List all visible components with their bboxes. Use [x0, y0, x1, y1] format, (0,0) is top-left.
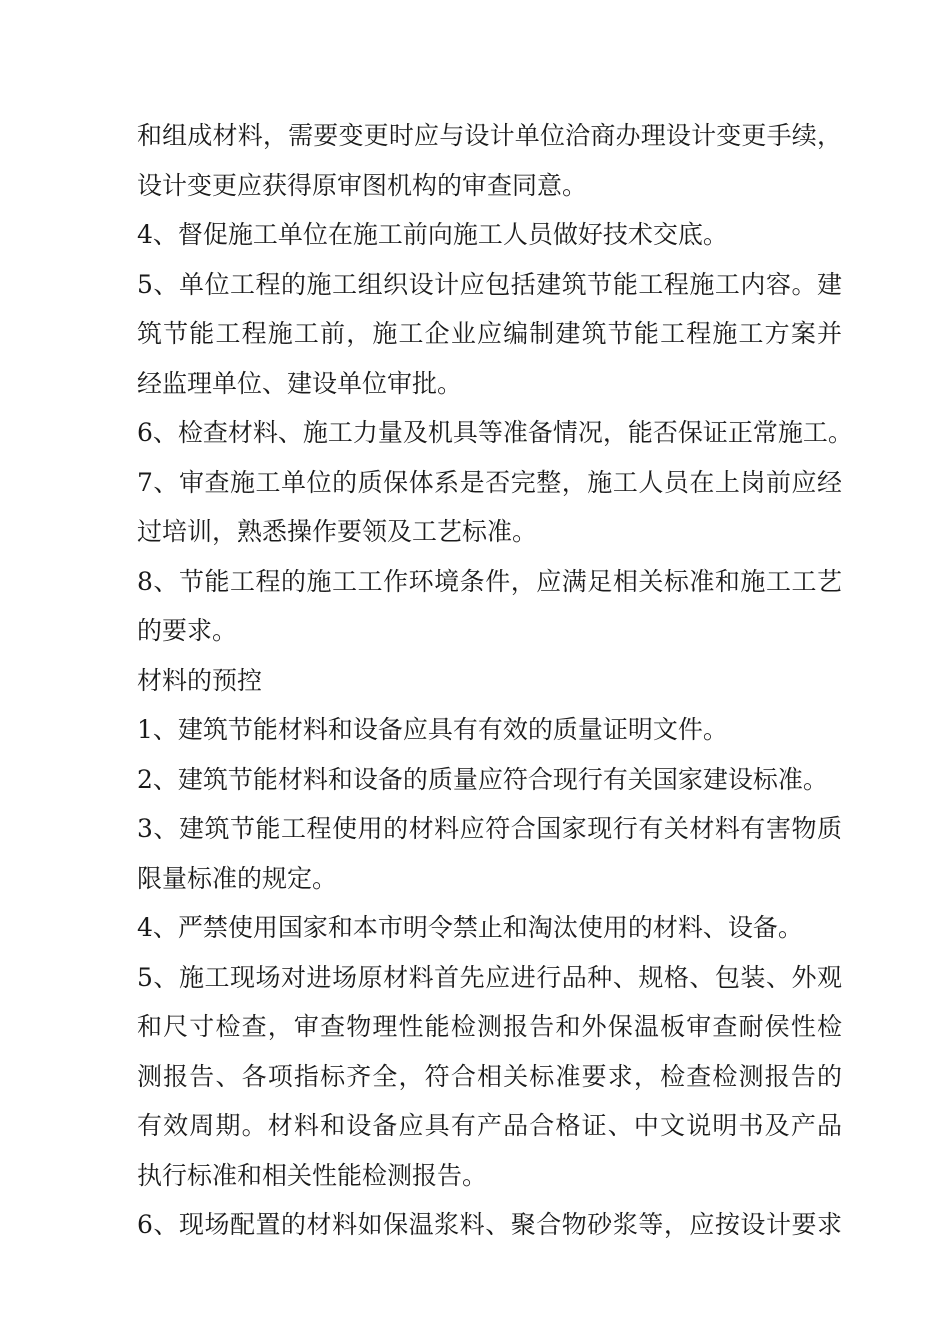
text-line: 5、施工现场对进场原材料首先应进行品种、规格、包装、外观: [137, 962, 842, 992]
text-line: 筑节能工程施工前，施工企业应编制建筑节能工程施工方案并: [137, 319, 842, 348]
text-line: 2、建筑节能材料和设备的质量应符合现行有关国家建设标准。: [137, 764, 828, 794]
text-line: 执行标准和相关性能检测报告。: [137, 1160, 488, 1190]
text-line: 限量标准的规定。: [137, 863, 338, 893]
text-line: 的要求。: [137, 616, 238, 645]
text-line: 经监理单位、建设单位审批。: [137, 368, 463, 398]
text-line: 和尺寸检查，审查物理性能检测报告和外保温板审查耐侯性检: [137, 1012, 842, 1041]
text-line: 4、督促施工单位在施工前向施工人员做好技术交底。: [137, 220, 728, 249]
text-line: 3、建筑节能工程使用的材料应符合国家现行有关材料有害物质: [137, 814, 842, 843]
text-line: 测报告、各项指标齐全，符合相关标准要求，检查检测报告的: [137, 1061, 842, 1091]
text-line: 1、建筑节能材料和设备应具有有效的质量证明文件。: [137, 715, 728, 744]
text-line: 4、严禁使用国家和本市明令禁止和淘汰使用的材料、设备。: [137, 913, 803, 942]
text-line: 有效周期。材料和设备应具有产品合格证、中文说明书及产品: [137, 1111, 842, 1140]
text-line: 5、单位工程的施工组织设计应包括建筑节能工程施工内容。建: [137, 269, 842, 299]
text-line: 过培训，熟悉操作要领及工艺标准。: [137, 517, 538, 546]
section-heading: 材料的预控: [137, 665, 263, 695]
text-line: 和组成材料，需要变更时应与设计单位洽商办理设计变更手续，: [137, 121, 842, 150]
text-line: 8、节能工程的施工工作环境条件，应满足相关标准和施工工艺: [137, 566, 842, 596]
text-line: 6、检查材料、施工力量及机具等准备情况，能否保证正常施工。: [137, 418, 853, 447]
text-line: 设计变更应获得原审图机构的审查同意。: [137, 170, 588, 200]
document-body: [137, 111, 853, 1250]
text-line: 7、审查施工单位的质保体系是否完整，施工人员在上岗前应经: [137, 467, 842, 497]
text-line: 6、现场配置的材料如保温浆料、聚合物砂浆等，应按设计要求: [137, 1210, 842, 1239]
